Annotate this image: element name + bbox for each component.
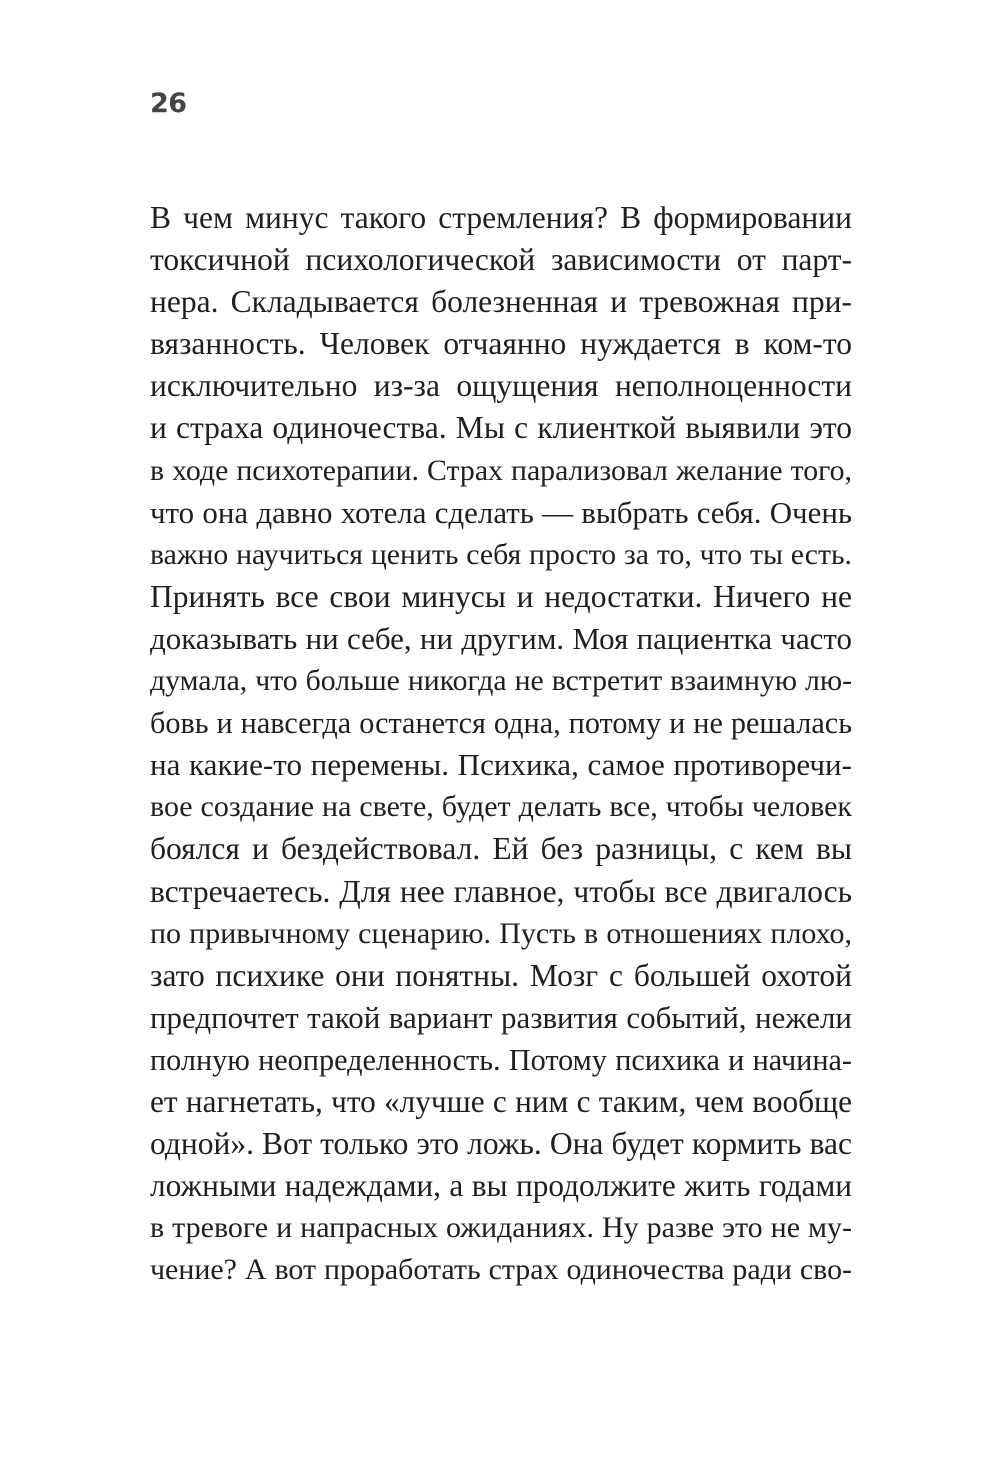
text-line: думала, что больше никогда не встретит взаимную лю- — [150, 664, 852, 698]
text-line: одной». Вот только это ложь. Она будет кормить вас — [150, 1126, 852, 1162]
text-line: бовь и навсегда останется одна, потому и не решалась — [150, 706, 852, 741]
text-line: зато психике они понятны. Мозг с большей охотой — [150, 957, 852, 993]
text-line: в тревоге и напрасных ожиданиях. Ну разве это не му- — [150, 1211, 852, 1245]
text-line: ет нагнетать, что «лучше с ним с таким, чем вообще — [150, 1083, 852, 1119]
text-line: что она давно хотела сделать — выбрать себя. Очень — [150, 494, 852, 530]
body-paragraph — [150, 197, 852, 1291]
text-line: предпочтет такой вариант развития событий, нежели — [150, 999, 852, 1035]
text-line: В чем минус такого стремления? В формировании — [150, 200, 852, 235]
text-line: токсичной психологической зависимости от парт- — [150, 242, 852, 278]
text-line: Принять все свои минусы и недостатки. Ничего не — [150, 578, 852, 614]
text-line: полную неопределенность. Потому психика и начина- — [150, 1042, 852, 1077]
text-line: доказывать ни себе, ни другим. Моя пациентка часто — [150, 620, 852, 656]
page-number: 26 — [150, 88, 187, 119]
text-line: ложными надеждами, а вы продолжите жить годами — [150, 1168, 852, 1204]
text-line: в ходе психотерапии. Страх парализовал желание того, — [150, 453, 852, 487]
text-line: чение? А вот проработать страх одиночества ради сво- — [150, 1253, 852, 1287]
text-line: вязанность. Человек отчаянно нуждается в ком-то — [150, 326, 852, 362]
text-line: боялся и бездействовал. Ей без разницы, с кем вы — [150, 831, 852, 867]
text-line: встречаетесь. Для нее главное, чтобы все двигалось — [150, 873, 852, 909]
text-line: и страха одиночества. Мы с клиенткой выявили это — [150, 410, 852, 446]
text-line: исключительно из-за ощущения неполноценности — [150, 368, 852, 404]
text-line: важно научиться ценить себя просто за то, что ты есть. — [150, 537, 852, 571]
text-line: нера. Складывается болезненная и тревожная при- — [150, 284, 852, 320]
text-line: вое создание на свете, будет делать все, чтобы человек — [150, 790, 852, 824]
text-line: по привычному сценарию. Пусть в отношениях плохо, — [150, 916, 852, 950]
text-line: на какие-то перемены. Психика, самое противоречи- — [150, 747, 852, 783]
